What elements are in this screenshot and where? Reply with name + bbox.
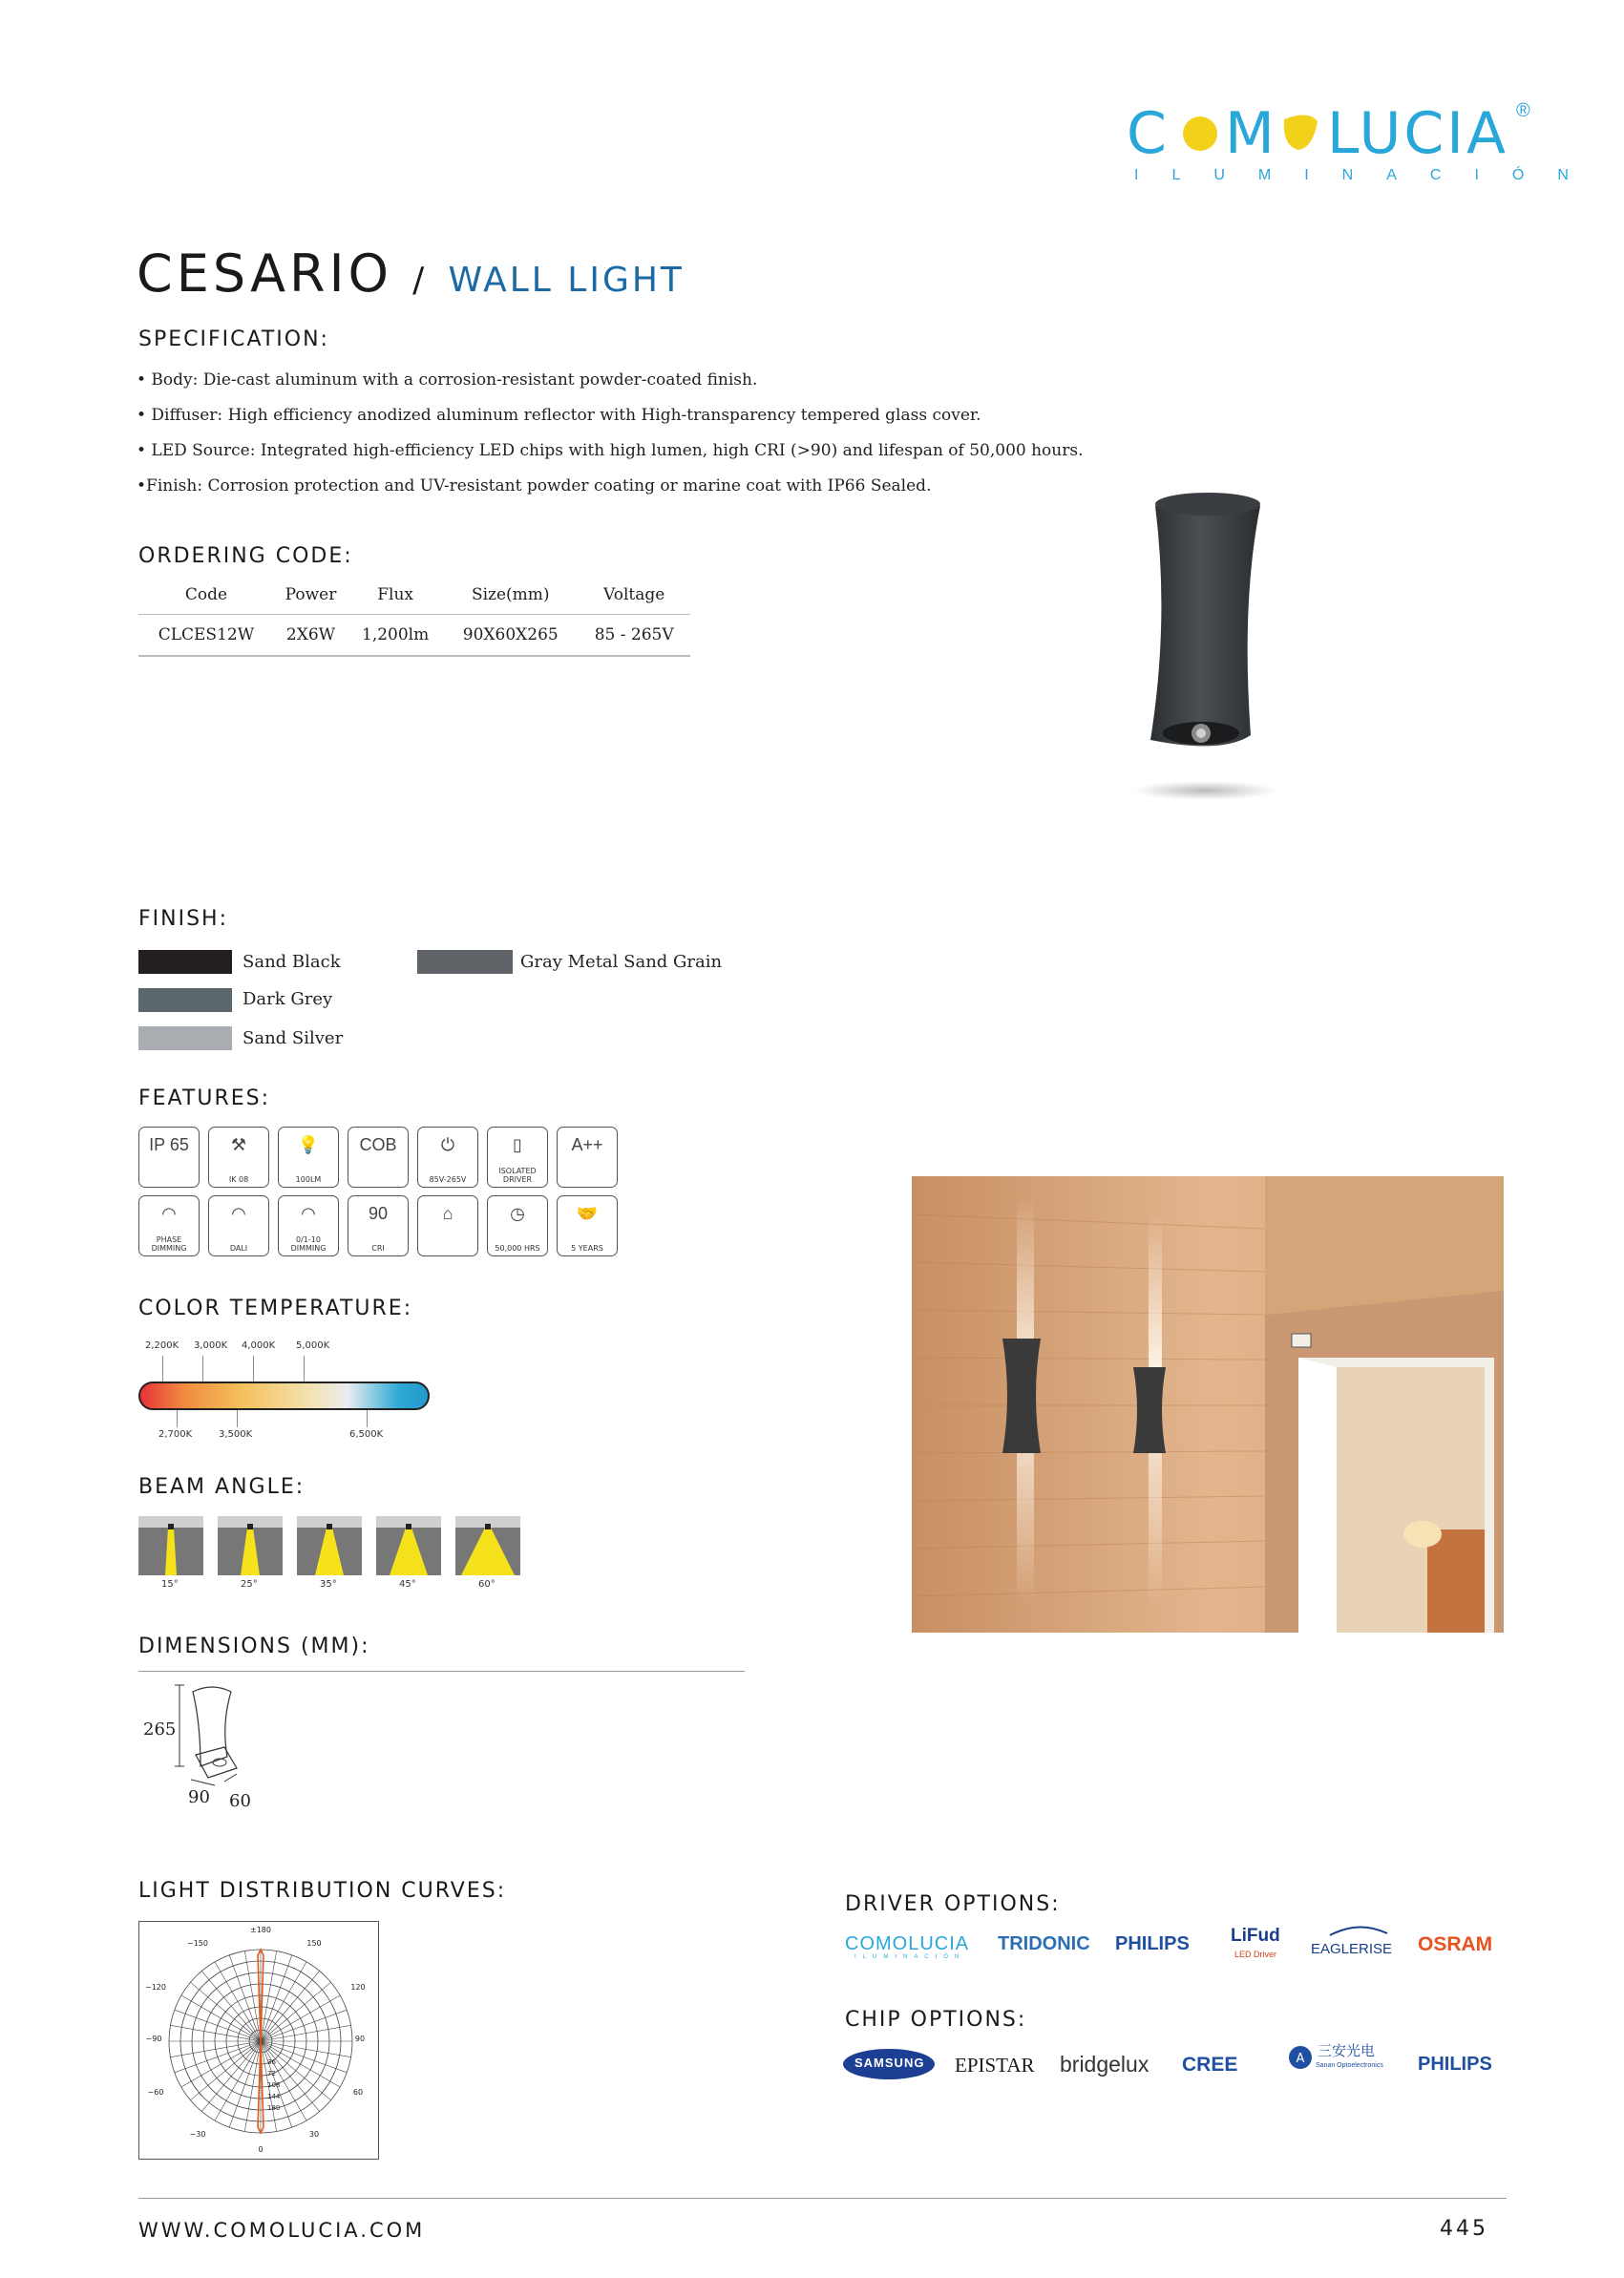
- ct-tick: [253, 1356, 254, 1382]
- specification-heading: SPECIFICATION:: [138, 327, 329, 351]
- polar-angle-label: −30: [189, 2130, 206, 2139]
- footer-website-link[interactable]: WWW.COMOLUCIA.COM: [138, 2219, 426, 2242]
- polar-radial-label: 36: [267, 2058, 276, 2066]
- brand-sanan-sub: Sanan Optoelectronics: [1316, 2062, 1383, 2069]
- polar-angle-label: −90: [145, 2035, 162, 2043]
- spec-item: • LED Source: Integrated high-efficiency LED chips with high lumen, high CRI (>90) and lifespan of 50,000 hours.: [137, 441, 1084, 460]
- column-header: Power: [274, 576, 348, 615]
- light-distribution-heading: LIGHT DISTRIBUTION CURVES:: [138, 1879, 507, 1903]
- indoor-icon: [417, 1195, 478, 1256]
- column-header: Voltage: [578, 576, 690, 615]
- polar-radial-label: 72: [267, 2070, 276, 2078]
- beam-angle-icon: [376, 1516, 441, 1575]
- beam-angle-heading: BEAM ANGLE:: [138, 1475, 306, 1499]
- 0-10-dimming-icon: [278, 1195, 339, 1256]
- polar-angle-label: −150: [187, 1939, 208, 1948]
- polar-angle-label: 90: [354, 2035, 366, 2043]
- beam-angle-icon: [218, 1516, 283, 1575]
- feature-caption: 100LM: [295, 1175, 322, 1184]
- dali-icon: [208, 1195, 269, 1256]
- polar-angle-label: −120: [145, 1983, 166, 1992]
- ct-label: 6,500K: [349, 1429, 384, 1440]
- beam-angle-label: 15°: [161, 1579, 179, 1590]
- ct-label: 3,500K: [219, 1429, 253, 1440]
- color-temperature-bar: [138, 1382, 430, 1410]
- feature-caption: 0/1-10 DIMMING: [290, 1235, 327, 1253]
- feature-symbol: ◷: [510, 1204, 525, 1223]
- sanan-logo-icon: [1287, 2041, 1314, 2074]
- spec-item: •Finish: Corrosion protection and UV-resistant powder coating or marine coat with IP66 Sealed.: [137, 476, 932, 496]
- energy-class-icon: [557, 1127, 618, 1188]
- beam-angle-icon: [138, 1516, 203, 1575]
- finish-label: Sand Black: [243, 952, 341, 972]
- finish-swatch-sand-black: [138, 950, 232, 974]
- table-cell: CLCES12W: [138, 615, 274, 657]
- beam-angle-label: 35°: [320, 1579, 337, 1590]
- voltage-icon: [417, 1127, 478, 1188]
- ordering-table: [138, 576, 690, 657]
- bulb-icon: [278, 1127, 339, 1188]
- title-separator: /: [412, 261, 429, 300]
- beam-angle-icon: [297, 1516, 362, 1575]
- feature-symbol: A++: [571, 1135, 603, 1154]
- beam-angle-label: 25°: [241, 1579, 258, 1590]
- phase-dimming-icon: [138, 1195, 200, 1256]
- finish-label: Gray Metal Sand Grain: [520, 952, 723, 972]
- lifespan-icon: [487, 1195, 548, 1256]
- polar-radial-label: 180: [267, 2104, 281, 2112]
- brand-epistar: EPISTAR: [955, 2054, 1035, 2077]
- brand-cree: CREE: [1182, 2054, 1238, 2076]
- beam-angle-label: 60°: [478, 1579, 496, 1590]
- svg-text:LUCIA: LUCIA: [1327, 100, 1508, 167]
- ct-label: 5,000K: [296, 1340, 330, 1351]
- table-cell: 90X60X265: [443, 615, 578, 657]
- feature-symbol: ⏻: [440, 1135, 455, 1154]
- ct-label: 3,000K: [194, 1340, 228, 1351]
- ct-tick: [367, 1410, 368, 1427]
- spec-item: • Body: Die-cast aluminum with a corrosion-resistant powder-coated finish.: [137, 370, 758, 390]
- ct-tick: [202, 1356, 203, 1382]
- feature-symbol: 🤝: [576, 1204, 599, 1223]
- driver-options-heading: DRIVER OPTIONS:: [845, 1892, 1061, 1916]
- feature-caption: 50,000 HRS: [495, 1244, 540, 1253]
- feature-caption: 85V-265V: [429, 1175, 467, 1184]
- polar-angle-label: 0: [258, 2145, 264, 2154]
- brand-subtitle: ILUMINACIÓN: [1134, 167, 1602, 183]
- feature-symbol: IP 65: [149, 1135, 189, 1154]
- feature-symbol: ⌂: [442, 1204, 453, 1223]
- finish-swatch-dark-grey: [138, 988, 232, 1012]
- feature-symbol: 90: [368, 1204, 389, 1223]
- product-type: WALL LIGHT: [448, 261, 685, 300]
- brand-philips-chip: PHILIPS: [1418, 2054, 1492, 2075]
- dimension-drawing: [172, 1680, 248, 1795]
- table-row: [138, 615, 690, 657]
- svg-text:A: A: [1296, 2052, 1305, 2066]
- specification-list: [137, 370, 1139, 512]
- product-photo: [1117, 487, 1289, 812]
- feature-caption: 5 YEARS: [571, 1244, 603, 1253]
- polar-chart: [138, 1921, 379, 2160]
- brand-lifud: LiFud: [1231, 1926, 1280, 1946]
- feature-symbol: ◠: [161, 1204, 177, 1223]
- polar-radial-label: 108: [267, 2081, 281, 2089]
- logo-leaf: [1284, 115, 1318, 150]
- column-header: Size(mm): [443, 576, 578, 615]
- brand-lifud-sub: LED Driver: [1234, 1950, 1277, 1959]
- beam-angle-icon: [455, 1516, 520, 1575]
- polar-angle-label: ±180: [250, 1926, 271, 1934]
- table-cell: 85 - 265V: [578, 615, 690, 657]
- table-cell: 1,200lm: [348, 615, 443, 657]
- polar-angle-label: 60: [352, 2088, 364, 2097]
- brand-logo: [1127, 100, 1602, 186]
- brand-comolucia: COMOLUCIA: [845, 1933, 970, 1954]
- finish-swatch-gray-metal: [417, 950, 513, 974]
- ct-label: 4,000K: [242, 1340, 276, 1351]
- table-cell: 2X6W: [274, 615, 348, 657]
- polar-angle-label: 30: [308, 2130, 320, 2139]
- color-temperature-heading: COLOR TEMPERATURE:: [138, 1297, 413, 1320]
- polar-angle-label: −60: [147, 2088, 164, 2097]
- brand-bridgelux: bridgelux: [1060, 2052, 1149, 2077]
- dimension-depth: 60: [229, 1791, 251, 1811]
- feature-symbol: COB: [359, 1135, 397, 1154]
- isolated-driver-icon: [487, 1127, 548, 1188]
- warranty-icon: [557, 1195, 618, 1256]
- brand-tridonic: TRIDONIC: [998, 1933, 1090, 1954]
- footer-divider: [138, 2198, 1507, 2199]
- feature-caption: IK 08: [228, 1175, 249, 1184]
- feature-caption: DALI: [229, 1244, 248, 1253]
- finish-heading: FINISH:: [138, 907, 229, 931]
- column-header: Code: [138, 576, 274, 615]
- product-name: CESARIO: [137, 243, 392, 304]
- dimensions-heading: DIMENSIONS (MM):: [138, 1635, 370, 1658]
- brand-sanan: 三安光电: [1318, 2042, 1376, 2059]
- cri-icon: [348, 1195, 409, 1256]
- ct-tick: [304, 1356, 305, 1382]
- beam-angle-label: 45°: [399, 1579, 416, 1590]
- ip65-icon: [138, 1127, 200, 1188]
- polar-radial-label: 144: [267, 2093, 281, 2100]
- svg-text:M: M: [1225, 100, 1280, 167]
- column-header: Flux: [348, 576, 443, 615]
- finish-swatch-sand-silver: [138, 1026, 232, 1050]
- spec-item: • Diffuser: High efficiency anodized aluminum reflector with High-transparency tempered glass cover.: [137, 406, 981, 425]
- finish-label: Sand Silver: [243, 1028, 344, 1048]
- feature-symbol: ⚒: [230, 1135, 247, 1154]
- feature-symbol: ◠: [231, 1204, 246, 1223]
- chip-options-heading: CHIP OPTIONS:: [845, 2008, 1027, 2032]
- ordering-table-header: [138, 576, 690, 615]
- ct-tick: [237, 1410, 238, 1427]
- brand-comolucia-sub: ILUMINACIÓN: [854, 1954, 966, 1960]
- ct-label: 2,700K: [158, 1429, 193, 1440]
- brand-philips-driver: PHILIPS: [1115, 1933, 1190, 1954]
- impact-icon: [208, 1127, 269, 1188]
- feature-caption: CRI: [371, 1244, 385, 1253]
- eaglerise-swoosh-icon: [1325, 1924, 1392, 1937]
- page-number: 445: [1440, 2217, 1488, 2241]
- brand-osram: OSRAM: [1418, 1933, 1493, 1955]
- cob-chip-icon: [348, 1127, 409, 1188]
- brand-wordmark-graphic: [1127, 100, 1513, 167]
- feature-caption: PHASE DIMMING: [151, 1235, 187, 1253]
- logo-o-dot: [1183, 116, 1217, 151]
- polar-angle-label: 150: [306, 1939, 322, 1948]
- features-heading: FEATURES:: [138, 1086, 271, 1110]
- page-title: [137, 243, 685, 304]
- ct-tick: [162, 1356, 163, 1382]
- dimension-height: 265: [143, 1719, 177, 1740]
- ordering-code-heading: ORDERING CODE:: [138, 544, 353, 568]
- polar-angle-label: 120: [350, 1983, 366, 1992]
- svg-text:C: C: [1127, 100, 1171, 167]
- brand-eaglerise: EAGLERISE: [1311, 1941, 1393, 1957]
- dimension-width: 90: [188, 1787, 210, 1807]
- ct-tick: [177, 1410, 178, 1427]
- installation-photo: [912, 1176, 1504, 1633]
- feature-symbol: 💡: [297, 1135, 320, 1154]
- ct-label: 2,200K: [145, 1340, 179, 1351]
- registered-mark: ®: [1516, 100, 1530, 121]
- feature-symbol: ◠: [301, 1204, 316, 1223]
- feature-caption: ISOLATED DRIVER: [498, 1167, 537, 1184]
- brand-samsung: SAMSUNG: [854, 2056, 925, 2070]
- finish-label: Dark Grey: [243, 989, 333, 1009]
- divider: [138, 1671, 745, 1672]
- feature-symbol: ▯: [513, 1135, 522, 1154]
